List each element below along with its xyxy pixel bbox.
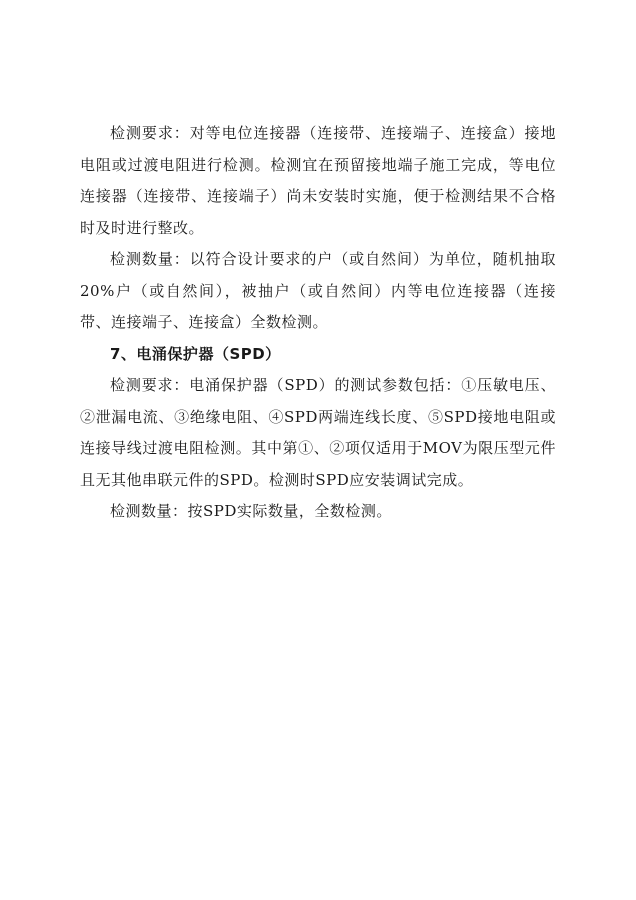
paragraph-spd-test-quantity: 检测数量：按SPD实际数量，全数检测。	[110, 502, 392, 520]
document-body	[80, 118, 556, 528]
paragraph-grounding-test-quantity: 检测数量：以符合设计要求的户（或自然间）为单位，随机抽取20%户（或自然间），被抽户（或自然间）内等电位连接器（连接带、连接端子、连接盒）全数检测。	[80, 250, 556, 331]
section-heading-spd: 7、电涌保护器（SPD）	[110, 344, 281, 363]
paragraph-spd-test-requirement: 检测要求：电涌保护器（SPD）的测试参数包括：①压敏电压、②泄漏电流、③绝缘电阻、④SPD两端连线长度、⑤SPD接地电阻或连接导线过渡电阻检测。其中第①、②项仅适用于MOV为限压型元件且无其他串联元件的SPD。检测时SPD应安装调试完成。	[80, 376, 556, 489]
paragraph-grounding-test-requirement: 检测要求：对等电位连接器（连接带、连接端子、连接盒）接地电阻或过渡电阻进行检测。检测宜在预留接地端子施工完成，等电位连接器（连接带、连接端子）尚未安装时实施，便于检测结果不合格时及时进行整改。	[80, 124, 556, 237]
